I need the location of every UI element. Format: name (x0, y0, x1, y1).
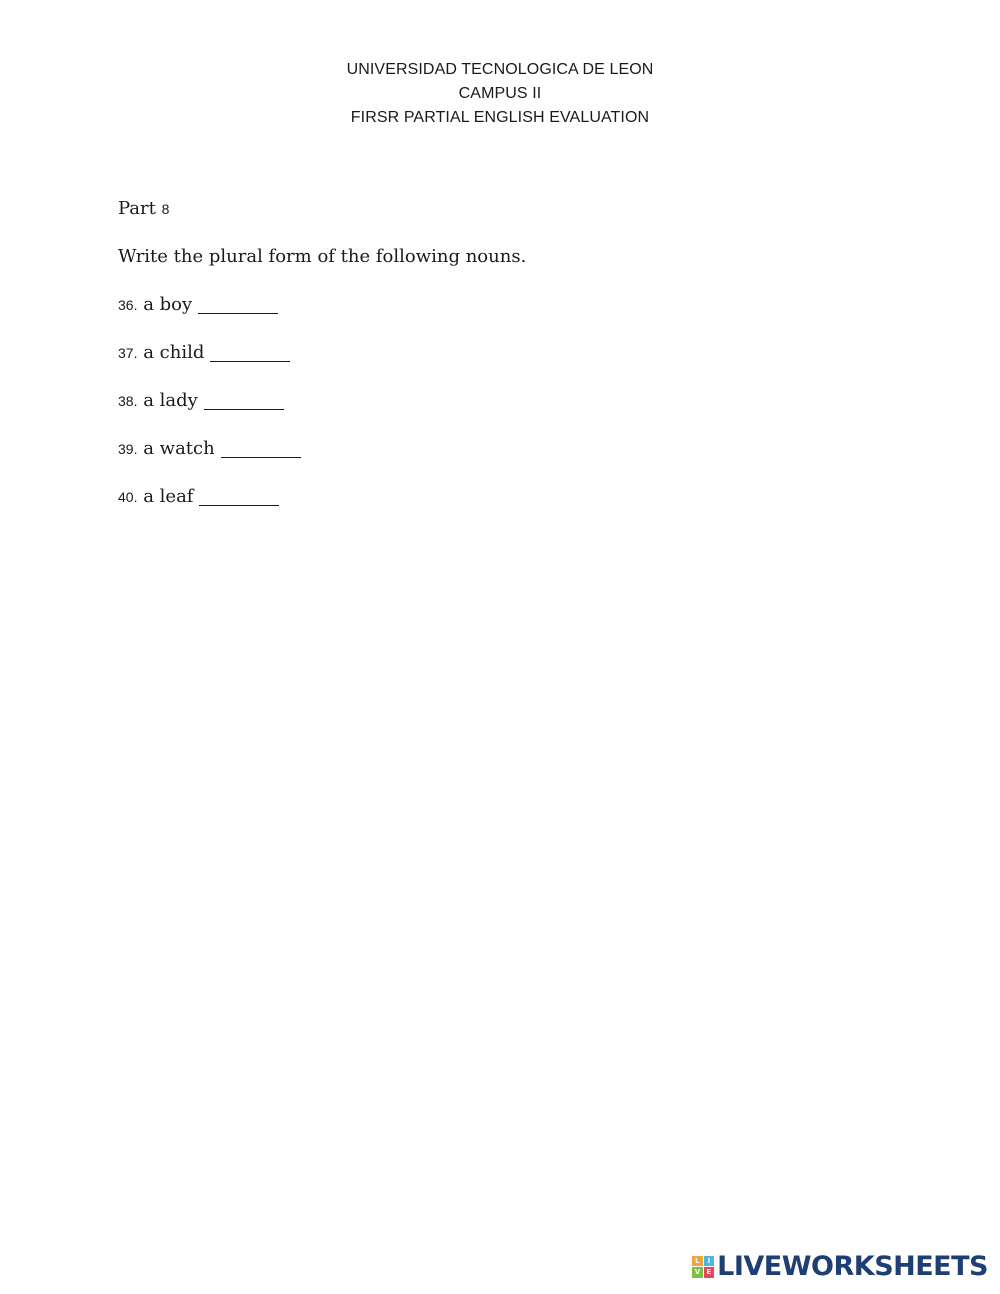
answer-field[interactable] (204, 395, 284, 410)
campus-name: CAMPUS II (458, 85, 542, 102)
logo-mark-cell: E (704, 1267, 715, 1278)
question-number: 38. (118, 393, 138, 409)
question-text: a watch (143, 438, 215, 459)
part-heading (118, 196, 169, 222)
liveworksheets-logo-icon (692, 1256, 714, 1278)
question-text: a boy (143, 294, 193, 315)
document-header (0, 58, 1000, 130)
question-number: 37. (118, 345, 138, 361)
instruction-text: Write the plural form of the following nouns. (118, 246, 527, 267)
question-number: 40. (118, 489, 138, 505)
question-item (118, 436, 301, 462)
logo-text: LIVEWORKSHEETS (717, 1251, 988, 1282)
logo-mark-cell: V (692, 1267, 703, 1278)
question-item (118, 340, 290, 366)
liveworksheets-logo (692, 1251, 988, 1282)
answer-field[interactable] (210, 347, 290, 362)
answer-field[interactable] (221, 443, 301, 458)
evaluation-title: FIRSR PARTIAL ENGLISH EVALUATION (350, 109, 650, 126)
question-item (118, 484, 279, 510)
question-text: a child (143, 342, 205, 363)
question-text: a lady (143, 390, 198, 411)
question-item (118, 292, 278, 318)
logo-mark-cell: L (692, 1256, 703, 1267)
part-label: Part (118, 198, 156, 219)
question-text: a leaf (143, 486, 194, 507)
question-number: 36. (118, 297, 138, 313)
question-number: 39. (118, 441, 138, 457)
part-number: 8 (161, 201, 170, 217)
university-name: UNIVERSIDAD TECNOLOGICA DE LEON (346, 61, 654, 78)
logo-mark-cell: I (704, 1256, 715, 1267)
answer-field[interactable] (198, 299, 278, 314)
question-item (118, 388, 284, 414)
answer-field[interactable] (199, 491, 279, 506)
